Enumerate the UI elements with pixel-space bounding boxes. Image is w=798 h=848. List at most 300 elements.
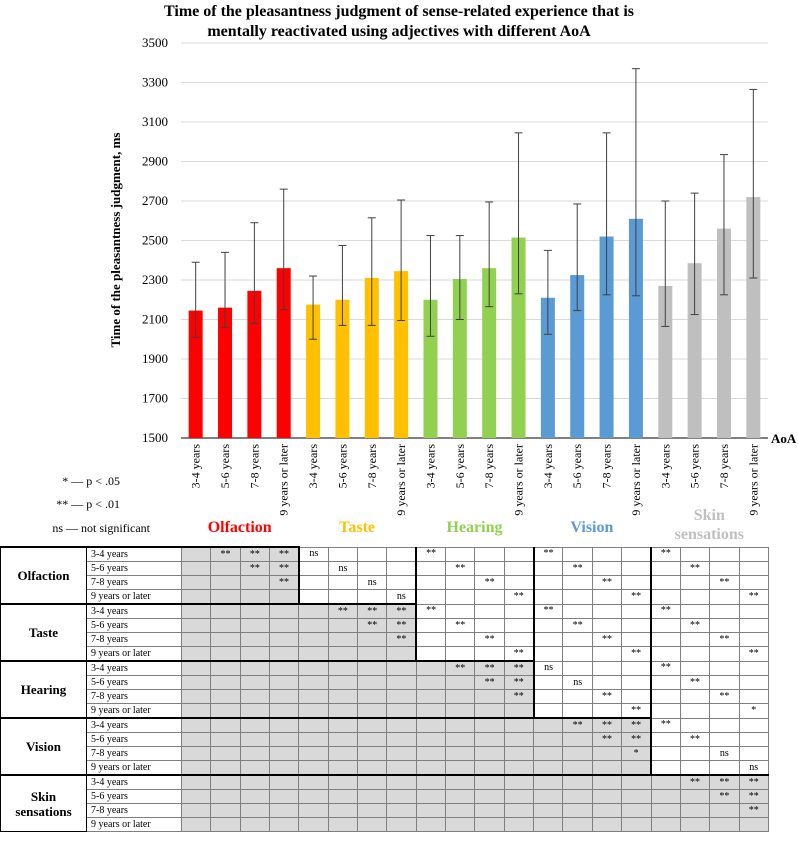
x-tick-label: 9 years or later: [628, 444, 643, 516]
x-tick-label: 5-6 years: [687, 444, 702, 489]
significance-cell: [651, 804, 680, 818]
significance-cell: [299, 576, 328, 590]
significance-cell: **: [592, 633, 621, 647]
y-tick-label: 3500: [142, 35, 168, 50]
significance-cell: [182, 761, 211, 776]
significance-cell: [534, 747, 563, 761]
significance-cell: [270, 747, 299, 761]
significance-cell: **: [504, 661, 533, 676]
significance-cell: ns: [534, 661, 563, 676]
table-row: [1, 761, 769, 776]
significance-cell: **: [680, 775, 709, 790]
significance-cell: [182, 704, 211, 719]
significance-cell: [446, 690, 475, 704]
y-tick-label: 1700: [142, 390, 168, 406]
significance-cell: [622, 790, 651, 804]
y-tick-label: 3100: [142, 114, 168, 129]
age-label: 5-6 years: [87, 790, 182, 804]
significance-cell: [680, 747, 709, 761]
significance-cell: [240, 775, 269, 790]
significance-cell: [446, 747, 475, 761]
significance-cell: [182, 590, 211, 605]
significance-cell: **: [651, 718, 680, 733]
significance-cell: [504, 562, 533, 576]
significance-cell: [534, 818, 563, 832]
significance-cell: [358, 547, 387, 562]
significance-cell: [240, 790, 269, 804]
significance-cell: [563, 590, 592, 605]
significance-cell: [328, 676, 357, 690]
significance-cell: [592, 590, 621, 605]
significance-cell: [182, 604, 211, 619]
significance-cell: [299, 562, 328, 576]
significance-cell: **: [622, 733, 651, 747]
significance-cell: [328, 661, 357, 676]
significance-cell: [563, 761, 592, 776]
significance-cell: [504, 576, 533, 590]
significance-cell: [358, 775, 387, 790]
significance-cell: [475, 562, 504, 576]
significance-cell: [240, 647, 269, 662]
significance-cell: [182, 775, 211, 790]
significance-cell: [240, 661, 269, 676]
significance-cell: **: [416, 604, 445, 619]
significance-cell: [504, 604, 533, 619]
significance-cell: [240, 804, 269, 818]
significance-cell: ns: [387, 590, 416, 605]
significance-cell: [651, 676, 680, 690]
significance-cell: [710, 676, 739, 690]
significance-cell: [240, 718, 269, 733]
significance-cell: **: [270, 562, 299, 576]
x-tick-label: 7-8 years: [364, 444, 379, 489]
table-row: [1, 590, 769, 605]
significance-cell: [182, 747, 211, 761]
significance-cell: [299, 647, 328, 662]
significance-cell: [592, 790, 621, 804]
significance-cell: [710, 562, 739, 576]
significance-cell: [534, 633, 563, 647]
y-tick-label: 3300: [142, 74, 168, 90]
significance-cell: [534, 619, 563, 633]
significance-cell: [416, 647, 445, 662]
significance-cell: [270, 704, 299, 719]
significance-cell: [387, 547, 416, 562]
significance-cell: **: [739, 804, 768, 818]
significance-cell: [563, 704, 592, 719]
significance-cell: [358, 676, 387, 690]
table-row: [1, 633, 769, 647]
significance-cell: [710, 619, 739, 633]
significance-cell: [710, 733, 739, 747]
significance-cell: [299, 804, 328, 818]
x-tick-label: 7-8 years: [482, 444, 497, 489]
significance-cell: [211, 733, 240, 747]
significance-cell: [504, 633, 533, 647]
group-label-line: Skin: [30, 788, 57, 804]
group-label-line: Taste: [28, 625, 59, 640]
significance-cell: [534, 761, 563, 776]
significance-cell: [387, 747, 416, 761]
significance-cell: [504, 775, 533, 790]
significance-cell: [446, 647, 475, 662]
significance-cell: [504, 761, 533, 776]
significance-cell: [358, 761, 387, 776]
significance-cell: **: [651, 661, 680, 676]
significance-cell: [211, 661, 240, 676]
significance-cell: [651, 775, 680, 790]
significance-cell: [475, 647, 504, 662]
significance-cell: [710, 661, 739, 676]
significance-cell: [534, 718, 563, 733]
significance-cell: [680, 818, 709, 832]
significance-cell: [592, 704, 621, 719]
significance-cell: ns: [739, 761, 768, 776]
significance-cell: **: [240, 547, 269, 562]
significance-cell: [182, 619, 211, 633]
significance-cell: [563, 775, 592, 790]
significance-cell: [416, 562, 445, 576]
legend-entry: ** — p < .01: [56, 497, 120, 511]
significance-cell: [416, 790, 445, 804]
significance-cell: [651, 562, 680, 576]
significance-cell: [299, 619, 328, 633]
x-tick-label: 7-8 years: [599, 444, 614, 489]
significance-cell: [240, 747, 269, 761]
significance-cell: [182, 790, 211, 804]
x-axis-label: AoA: [771, 431, 797, 446]
significance-cell: [504, 619, 533, 633]
table-row: [1, 747, 769, 761]
significance-cell: **: [387, 619, 416, 633]
significance-cell: [680, 761, 709, 776]
significance-cell: [446, 676, 475, 690]
significance-cell: [416, 661, 445, 676]
significance-cell: [504, 704, 533, 719]
significance-cell: [299, 704, 328, 719]
significance-cell: [563, 733, 592, 747]
significance-cell: **: [710, 690, 739, 704]
group-label: [1, 775, 87, 832]
significance-cell: [592, 775, 621, 790]
x-tick-label: 7-8 years: [247, 444, 262, 489]
significance-cell: [592, 647, 621, 662]
significance-cell: [651, 704, 680, 719]
sense-label: Vision: [570, 519, 614, 536]
significance-cell: [182, 804, 211, 818]
significance-cell: [270, 790, 299, 804]
significance-cell: [680, 590, 709, 605]
x-tick-label: 3-4 years: [306, 444, 321, 489]
significance-cell: [416, 733, 445, 747]
significance-cell: [446, 733, 475, 747]
group-label: [1, 661, 87, 718]
significance-cell: [182, 633, 211, 647]
significance-cell: [240, 690, 269, 704]
group-label-line: sensations: [15, 803, 72, 819]
significance-cell: [182, 733, 211, 747]
significance-cell: [446, 576, 475, 590]
significance-cell: [680, 633, 709, 647]
significance-cell: [299, 633, 328, 647]
significance-cell: ns: [358, 576, 387, 590]
significance-cell: [416, 747, 445, 761]
significance-cell: [358, 690, 387, 704]
table-row: [1, 676, 769, 690]
significance-cell: [563, 661, 592, 676]
significance-cell: [387, 676, 416, 690]
significance-cell: [739, 633, 768, 647]
significance-cell: [680, 804, 709, 818]
significance-cell: [387, 647, 416, 662]
age-label: 3-4 years: [87, 775, 182, 790]
significance-cell: [680, 547, 709, 562]
significance-cell: [475, 690, 504, 704]
significance-cell: [240, 590, 269, 605]
significance-cell: [211, 761, 240, 776]
significance-cell: [563, 576, 592, 590]
significance-cell: [299, 604, 328, 619]
significance-cell: [680, 790, 709, 804]
chart-title: mentally reactivated using adjectives with different AoA: [207, 23, 591, 40]
significance-cell: [563, 633, 592, 647]
significance-cell: [358, 747, 387, 761]
significance-cell: [475, 818, 504, 832]
significance-cell: [504, 747, 533, 761]
significance-cell: [651, 647, 680, 662]
table-row: [1, 733, 769, 747]
sense-label: sensations: [674, 526, 744, 543]
significance-cell: **: [475, 576, 504, 590]
age-label: 7-8 years: [87, 633, 182, 647]
significance-cell: [270, 647, 299, 662]
significance-cell: [622, 761, 651, 776]
significance-cell: [182, 547, 211, 562]
significance-cell: [299, 818, 328, 832]
significance-cell: **: [592, 718, 621, 733]
significance-cell: [534, 590, 563, 605]
significance-cell: [299, 690, 328, 704]
significance-cell: [710, 590, 739, 605]
significance-cell: [270, 619, 299, 633]
age-label: 9 years or later: [87, 818, 182, 832]
significance-cell: [387, 562, 416, 576]
significance-cell: [475, 604, 504, 619]
significance-cell: [680, 647, 709, 662]
significance-cell: [270, 690, 299, 704]
significance-cell: [299, 747, 328, 761]
significance-cell: [622, 562, 651, 576]
significance-cell: [328, 619, 357, 633]
age-label: 9 years or later: [87, 647, 182, 662]
significance-cell: [592, 547, 621, 562]
significance-cell: **: [446, 562, 475, 576]
significance-cell: [446, 818, 475, 832]
significance-cell: [270, 676, 299, 690]
significance-table: [0, 546, 769, 832]
significance-cell: **: [563, 718, 592, 733]
group-label-line: Hearing: [20, 682, 67, 697]
significance-cell: [270, 733, 299, 747]
significance-cell: [710, 761, 739, 776]
significance-cell: [651, 747, 680, 761]
significance-cell: [270, 590, 299, 605]
significance-cell: [328, 590, 357, 605]
significance-cell: [592, 818, 621, 832]
significance-cell: [416, 818, 445, 832]
significance-cell: **: [710, 790, 739, 804]
significance-cell: **: [475, 676, 504, 690]
age-label: 5-6 years: [87, 562, 182, 576]
significance-cell: [680, 718, 709, 733]
significance-cell: [651, 761, 680, 776]
sense-label: Olfaction: [207, 519, 272, 536]
significance-cell: [563, 690, 592, 704]
significance-cell: **: [416, 547, 445, 562]
sense-label: Taste: [339, 519, 376, 536]
significance-cell: [211, 576, 240, 590]
significance-cell: [504, 718, 533, 733]
y-tick-label: 2900: [142, 153, 168, 169]
significance-cell: [680, 576, 709, 590]
significance-cell: [387, 761, 416, 776]
significance-cell: [240, 818, 269, 832]
significance-cell: **: [710, 633, 739, 647]
significance-cell: [710, 547, 739, 562]
significance-cell: [622, 604, 651, 619]
significance-cell: [475, 718, 504, 733]
significance-cell: [211, 604, 240, 619]
significance-cell: [622, 690, 651, 704]
x-tick-label: 9 years or later: [746, 444, 761, 516]
significance-cell: [739, 562, 768, 576]
significance-cell: [592, 761, 621, 776]
significance-cell: **: [475, 661, 504, 676]
significance-cell: [622, 804, 651, 818]
group-label: [1, 547, 87, 604]
significance-cell: [710, 704, 739, 719]
significance-cell: [387, 704, 416, 719]
significance-cell: **: [592, 576, 621, 590]
significance-cell: [328, 690, 357, 704]
table-row: [1, 818, 769, 832]
significance-cell: [475, 547, 504, 562]
significance-cell: [504, 733, 533, 747]
significance-cell: **: [739, 775, 768, 790]
significance-cell: **: [622, 704, 651, 719]
significance-cell: [270, 604, 299, 619]
significance-cell: **: [680, 733, 709, 747]
significance-cell: [622, 661, 651, 676]
x-tick-label: 5-6 years: [335, 444, 350, 489]
significance-cell: [211, 718, 240, 733]
x-tick-label: 9 years or later: [511, 444, 526, 516]
comparison-table: [0, 546, 798, 848]
legend-entry: * — p < .05: [62, 474, 120, 488]
table-row: [1, 576, 769, 590]
significance-cell: [299, 676, 328, 690]
significance-cell: [328, 790, 357, 804]
significance-cell: [328, 647, 357, 662]
significance-cell: [240, 676, 269, 690]
significance-cell: [416, 775, 445, 790]
significance-cell: [534, 647, 563, 662]
y-tick-label: 2300: [142, 272, 168, 287]
significance-cell: [387, 576, 416, 590]
significance-cell: [387, 818, 416, 832]
significance-cell: ns: [328, 562, 357, 576]
significance-cell: [328, 718, 357, 733]
significance-cell: [240, 633, 269, 647]
significance-cell: [416, 676, 445, 690]
significance-cell: [475, 790, 504, 804]
significance-cell: **: [651, 604, 680, 619]
significance-cell: [739, 733, 768, 747]
significance-cell: **: [563, 619, 592, 633]
significance-cell: [651, 633, 680, 647]
significance-cell: [416, 761, 445, 776]
sense-label: Skin: [693, 507, 725, 524]
significance-cell: [387, 690, 416, 704]
significance-cell: [710, 604, 739, 619]
significance-cell: [446, 761, 475, 776]
significance-cell: [651, 733, 680, 747]
significance-cell: [475, 747, 504, 761]
significance-cell: [475, 704, 504, 719]
significance-cell: [651, 818, 680, 832]
significance-cell: [446, 604, 475, 619]
significance-cell: [534, 676, 563, 690]
x-tick-label: 3-4 years: [423, 444, 438, 489]
significance-cell: [739, 547, 768, 562]
significance-cell: [182, 576, 211, 590]
x-tick-label: 5-6 years: [218, 444, 233, 489]
table-row: [1, 647, 769, 662]
significance-cell: [182, 562, 211, 576]
significance-cell: [211, 676, 240, 690]
significance-cell: **: [563, 562, 592, 576]
age-label: 9 years or later: [87, 761, 182, 776]
significance-cell: [328, 576, 357, 590]
significance-cell: [358, 818, 387, 832]
group-label-line: Olfaction: [17, 568, 70, 583]
age-label: 7-8 years: [87, 576, 182, 590]
significance-cell: **: [387, 633, 416, 647]
significance-cell: [358, 790, 387, 804]
age-label: 9 years or later: [87, 590, 182, 605]
table-row: [1, 619, 769, 633]
significance-cell: [240, 704, 269, 719]
significance-cell: [534, 775, 563, 790]
significance-cell: **: [739, 590, 768, 605]
table-row: [1, 562, 769, 576]
y-tick-label: 2700: [142, 193, 168, 208]
significance-cell: [563, 818, 592, 832]
significance-cell: [387, 733, 416, 747]
age-label: 5-6 years: [87, 676, 182, 690]
significance-cell: [416, 804, 445, 818]
legend-entry: ns — not significant: [52, 521, 150, 535]
significance-cell: [328, 633, 357, 647]
significance-cell: **: [622, 590, 651, 605]
x-tick-label: 3-4 years: [658, 444, 673, 489]
age-label: 7-8 years: [87, 690, 182, 704]
significance-cell: [534, 704, 563, 719]
x-tick-label: 5-6 years: [452, 444, 467, 489]
significance-cell: [563, 604, 592, 619]
significance-cell: [651, 576, 680, 590]
significance-cell: *: [739, 704, 768, 719]
